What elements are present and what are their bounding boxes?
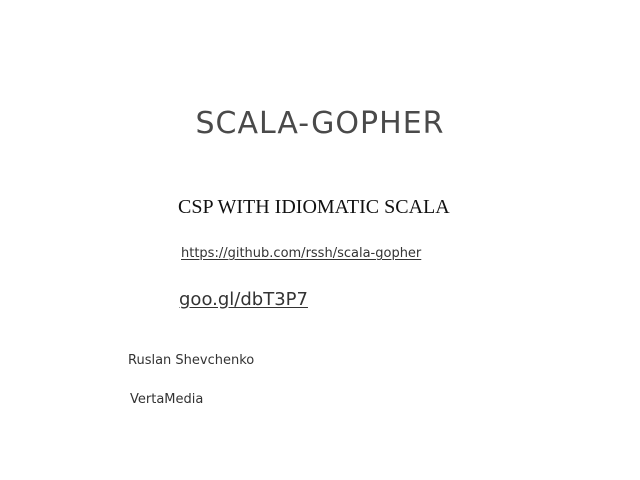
company-name: VertaMedia xyxy=(130,392,204,407)
github-link[interactable]: https://github.com/rssh/scala-gopher xyxy=(181,246,422,261)
short-link[interactable]: goo.gl/dbT3P7 xyxy=(179,289,308,310)
slide-subtitle: CSP WITH IDIOMATIC SCALA xyxy=(178,196,450,218)
author-name: Ruslan Shevchenko xyxy=(128,353,255,368)
slide-title: SCALA-GOPHER xyxy=(195,106,445,141)
